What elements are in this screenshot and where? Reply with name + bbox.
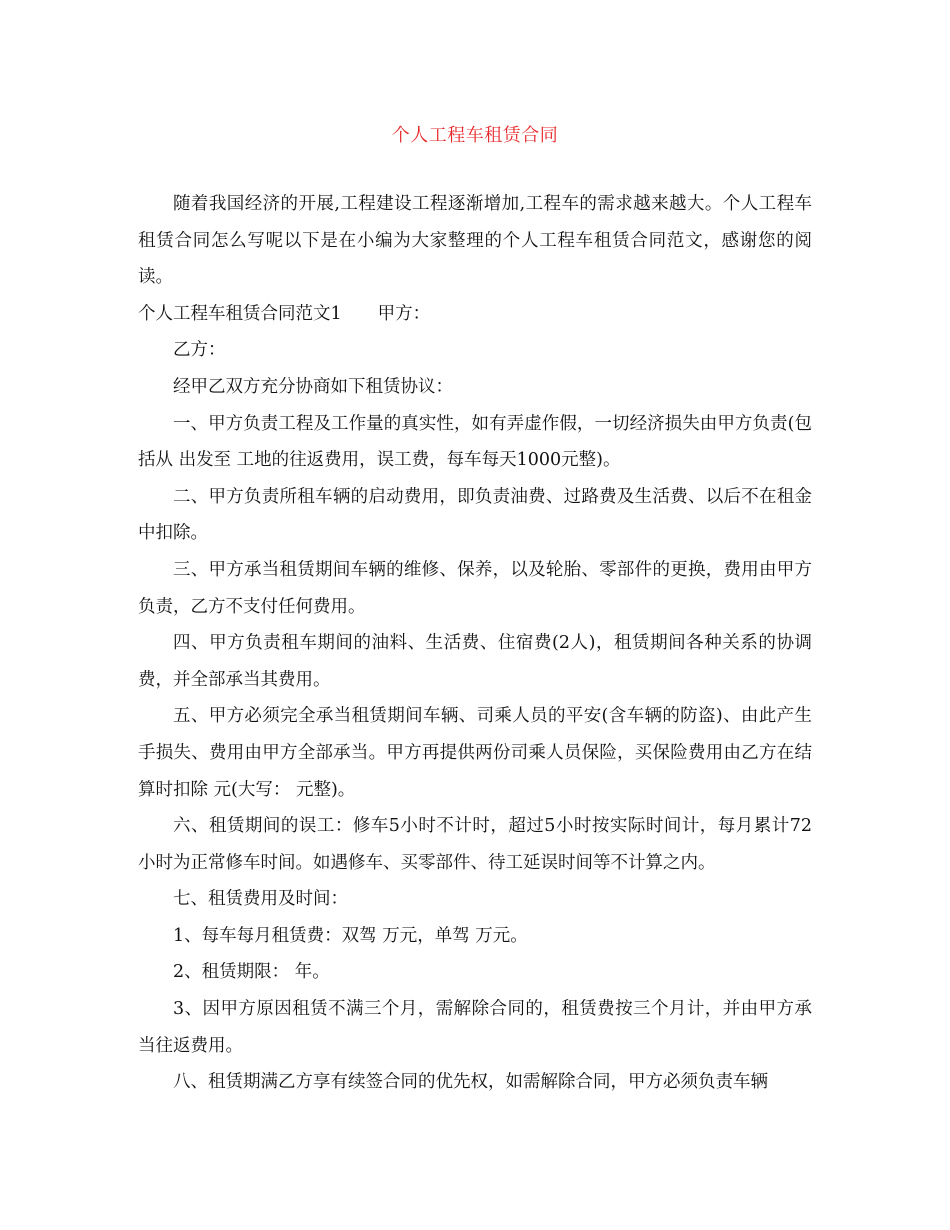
clause-7-item-2: 2、租赁期限： 年。 xyxy=(173,962,330,983)
party-a-label: 甲方： xyxy=(377,303,431,324)
clause-3: 三、甲方承当租赁期间车辆的维修、保养，以及轮胎、零部件的更换，费用由甲方负责，乙方不支付任何费用。 xyxy=(138,559,812,617)
agreement-intro: 经甲乙双方充分协商如下租赁协议： xyxy=(173,376,453,397)
sample-heading-line xyxy=(138,296,812,333)
clause-2: 二、甲方负责所租车辆的启动费用，即负责油费、过路费及生活费、以后不在租金中扣除。 xyxy=(138,486,812,544)
clause-4: 四、甲方负责租车期间的油料、生活费、住宿费(2人)，租赁期间各种关系的协调费，并全部承当其费用。 xyxy=(138,633,812,690)
clause-1: 一、甲方负责工程及工作量的真实性，如有弄虚作假，一切经济损失由甲方负责(包括从 出发至 工地的往返费用，误工费，每车每天1000元整)。 xyxy=(138,413,812,471)
clause-7: 七、租赁费用及时间： xyxy=(173,889,348,910)
document-body xyxy=(138,186,812,1101)
clause-7-item-1: 1、每车每月租赁费：双驾 万元，单驾 万元。 xyxy=(173,925,528,946)
clause-8: 八、租赁期满乙方享有续签合同的优先权，如需解除合同，甲方必须负责车辆 xyxy=(173,1072,768,1093)
clause-6: 六、租赁期间的误工：修车5小时不计时，超过5小时按实际时间计，每月累计72小时为正常修车时间。如遇修车、买零部件、待工延误时间等不计算之内。 xyxy=(138,816,812,873)
sample-heading: 个人工程车租赁合同范文1 xyxy=(138,303,342,324)
intro-paragraph: 随着我国经济的开展,工程建设工程逐渐增加,工程车的需求越来越大。个人工程车租赁合同怎么写呢以下是在小编为大家整理的个人工程车租赁合同范文，感谢您的阅读。 xyxy=(138,194,812,288)
document-title: 个人工程车租赁合同 xyxy=(391,125,559,146)
party-b-label: 乙方： xyxy=(173,340,226,361)
clause-5: 五、甲方必须完全承当租赁期间车辆、司乘人员的平安(含车辆的防盗)、由此产生手损失、费用由甲方全部承当。甲方再提供两份司乘人员保险，买保险费用由乙方在结算时扣除 元(大写： 元整)。 xyxy=(138,706,812,800)
clause-7-item-3: 3、因甲方原因租赁不满三个月，需解除合同的，租赁费按三个月计，并由甲方承当往返费用。 xyxy=(138,999,812,1056)
